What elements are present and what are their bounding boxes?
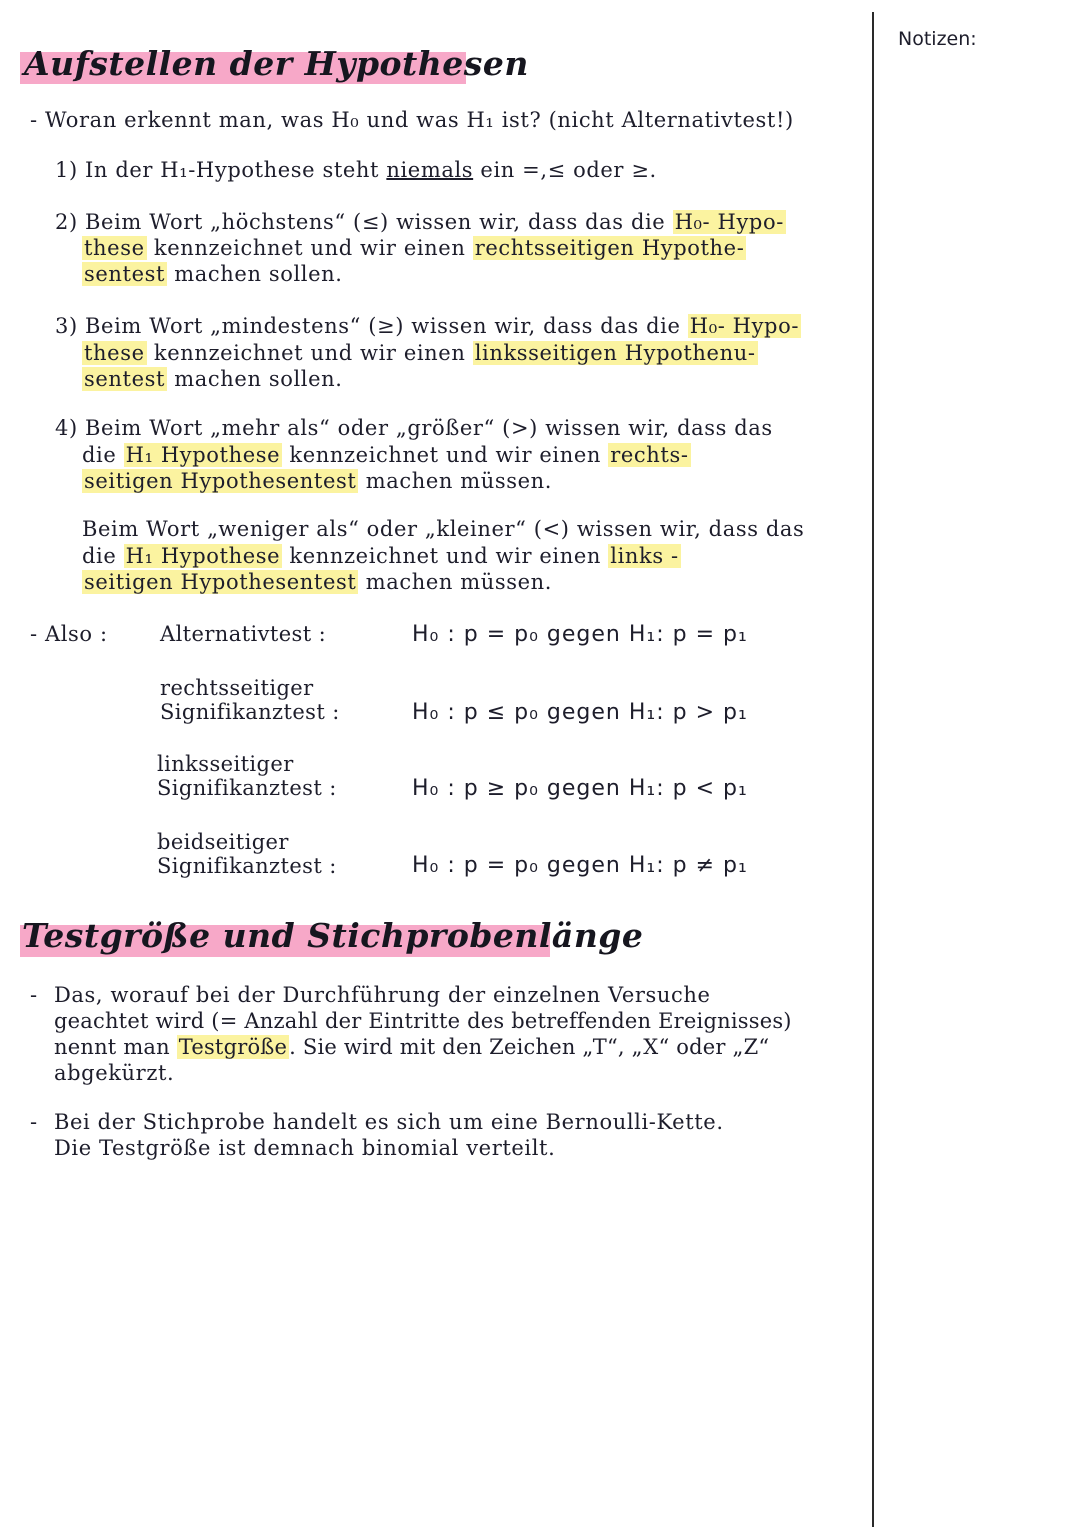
point-5-text: machen müssen. [358, 570, 553, 594]
also-label: - Also : [30, 622, 108, 646]
para-1-line-3 [54, 1035, 769, 1059]
point-2-text: 2) Beim Wort „höchstens“ (≤) wissen wir, dass das die [55, 210, 673, 234]
point-2-text: kennzeichnet und wir einen [146, 236, 473, 260]
point-5-text: kennzeichnet und wir einen [282, 544, 609, 568]
testgroesse-highlight: Testgröße [178, 1035, 288, 1059]
point-4-text: machen müssen. [358, 469, 553, 493]
point-4-line-2 [82, 443, 691, 467]
point-2-text: machen sollen. [167, 262, 343, 286]
para-1-text: nennt man [54, 1035, 177, 1059]
point-3-line-3 [82, 367, 343, 391]
section-title-hypotheses: Aufstellen der Hypothesen [24, 44, 529, 83]
point-5-highlight: links - [610, 544, 679, 568]
point-4-highlight: seitigen Hypothesentest [84, 469, 357, 493]
point-3-highlight: these [84, 341, 145, 365]
point-3-highlight: H₀- Hypo- [689, 314, 800, 338]
point-3-line-2 [82, 341, 758, 365]
bullet-dash: - [30, 1110, 38, 1134]
point-4-text: kennzeichnet und wir einen [282, 443, 609, 467]
test-formula-alternativ: H₀ : p = p₀ gegen H₁: p = p₁ [412, 622, 748, 647]
question-text: Woran erkennt man, was H₀ und was H₁ ist? (nicht Alternativtest!) [44, 108, 794, 132]
point-5-text: die [82, 544, 124, 568]
point-1-underlined: niemals [386, 158, 474, 182]
test-label-beidseitig: beidseitiger Signifikanztest : [157, 830, 337, 878]
test-formula-rechtsseitig: H₀ : p ≤ p₀ gegen H₁: p > p₁ [412, 700, 748, 725]
point-5-line-1 [82, 517, 804, 541]
para-1-line-1: Das, worauf bei der Durchführung der einzelnen Versuche [54, 983, 711, 1007]
point-4-highlight: H₁ Hypothese [125, 443, 281, 467]
test-formula-linksseitig: H₀ : p ≥ p₀ gegen H₁: p < p₁ [412, 776, 748, 801]
point-2-line-3 [82, 262, 343, 286]
point-2-highlight: rechtsseitigen Hypothe- [474, 236, 745, 260]
test-label-rechtsseitig: rechtsseitiger Signifikanztest : [160, 676, 340, 724]
point-4-line-1 [55, 416, 773, 440]
point-5-line-2 [82, 544, 681, 568]
question-line: - Woran erkennt man, was H₀ und was H₁ ist? (nicht Alternativtest!) [30, 108, 794, 132]
bullet-dash: - [30, 983, 38, 1007]
point-5-line-3 [82, 570, 552, 594]
point-3-text: machen sollen. [167, 367, 343, 391]
para-2-line-2: Die Testgröße ist demnach binomial verteilt. [54, 1136, 556, 1160]
test-label-alternativ: Alternativtest : [160, 622, 327, 646]
point-4-highlight: rechts- [610, 443, 689, 467]
notes-label: Notizen: [898, 28, 977, 50]
section-title-testgroesse: Testgröße und Stichprobenlänge [22, 916, 644, 955]
point-5-highlight: seitigen Hypothesentest [84, 570, 357, 594]
point-5-text: Beim Wort „weniger als“ oder „kleiner“ (<) wissen wir, dass das [82, 517, 805, 541]
point-2-highlight: these [84, 236, 145, 260]
point-3-highlight: sentest [84, 367, 166, 391]
point-3-text: kennzeichnet und wir einen [146, 341, 473, 365]
para-1-text: . Sie wird mit den Zeichen „T“, „X“ oder „Z“ [289, 1035, 770, 1059]
point-1-prefix: 1) In der H₁-Hypothese steht [55, 158, 387, 182]
point-3-highlight: linksseitigen Hypothenu- [474, 341, 756, 365]
para-1-line-2: geachtet wird (= Anzahl der Eintritte des betreffenden Ereignisses) [54, 1009, 792, 1033]
test-formula-beidseitig: H₀ : p = p₀ gegen H₁: p ≠ p₁ [412, 853, 748, 878]
point-1-suffix: ein =,≤ oder ≥. [473, 158, 657, 182]
point-2-highlight: H₀- Hypo- [674, 210, 784, 234]
point-4-text: die [82, 443, 124, 467]
point-3-text: 3) Beim Wort „mindestens“ (≥) wissen wir, dass das die [55, 314, 688, 338]
para-2-line-1: Bei der Stichprobe handelt es sich um eine Bernoulli-Kette. [54, 1110, 724, 1134]
point-2-line-1 [55, 210, 786, 234]
notes-column-divider [872, 12, 874, 1527]
point-2-highlight: sentest [84, 262, 166, 286]
point-5-highlight: H₁ Hypothese [125, 544, 281, 568]
point-1 [55, 158, 657, 182]
test-label-linksseitig: linksseitiger Signifikanztest : [157, 752, 337, 800]
point-2-line-2 [82, 236, 746, 260]
point-4-text: 4) Beim Wort „mehr als“ oder „größer“ (>) wissen wir, dass das [55, 416, 773, 440]
point-3-line-1 [55, 314, 801, 338]
para-1-line-4: abgekürzt. [54, 1061, 175, 1085]
point-4-line-3 [82, 469, 552, 493]
